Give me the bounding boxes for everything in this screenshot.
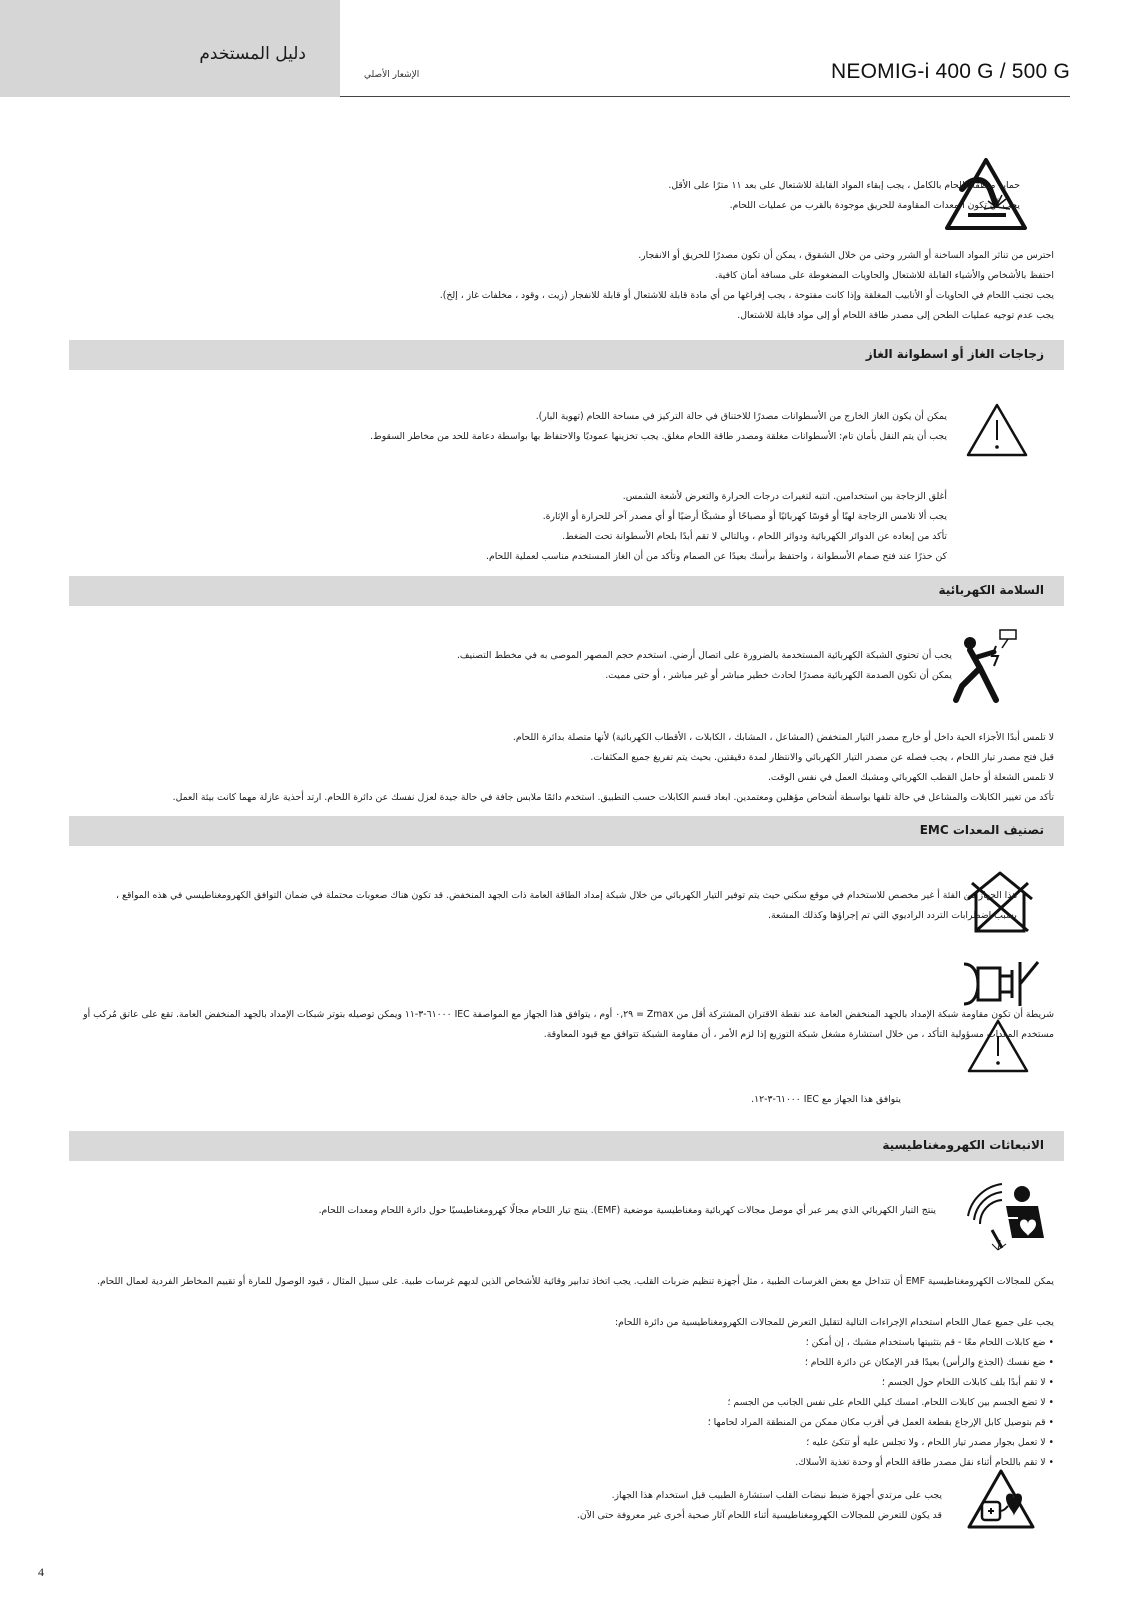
section-band-electrical — [69, 576, 1064, 606]
text-paragraph: ينتج التيار الكهربائي الذي يمر عبر أي موصل مجالات كهربائية ومغناطيسية موضعية (EMF). ينتج تيار اللحام مجالًا كهرومغناطيسيًا حول دائرة اللحام ومعدات اللحام. — [318, 1205, 936, 1216]
fire-block-2 — [440, 246, 1054, 326]
list-intro: يجب على جميع عمال اللحام استخدام الإجراءات التالية لتقليل التعرض للمجالات الكهرومغناطيسية من دائرة اللحام: — [614, 1317, 1054, 1328]
user-guide-title: دليل المستخدم — [199, 44, 306, 64]
text-paragraph: هذا الجهاز من الفئة أ غير مخصص للاستخدام في موقع سكني حيث يتم توفير التيار الكهربائي من خلال شبكة إمداد الطاقة العامة ذات الجهد المنخفض. قد تكون هناك صعوبات محتملة في ضمان التوافق الكهرومغناطيسي في هذه المواقع ، بسبب اضطرابات التردد الراديوي التي تم إجراؤها وكذلك المشعة. — [116, 890, 1017, 921]
emc-paragraph-3 — [751, 1090, 901, 1110]
text-line: يجب أن تكون المعدات المقاومة للحريق موجودة بالقرب من عمليات اللحام. — [729, 200, 1020, 211]
emf-hazard-icon — [962, 1178, 1048, 1256]
electric-shock-icon — [950, 628, 1030, 704]
text-line: يمكن أن تكون الصدمة الكهربائية مصدرًا لحادث خطير مباشر أو غير مباشر ، أو حتى مميت. — [605, 670, 952, 681]
pacemaker-warning-icon — [966, 1468, 1036, 1530]
text-line: يجب أن تحتوي الشبكة الكهربائية المستخدمة بالضرورة على اتصال أرضي. استخدم حجم المصهر الموصى به في مخطط التصنيف. — [456, 650, 952, 661]
text-line: احترس من تناثر المواد الساخنة أو الشرر وحتى من خلال الشقوق ، يمكن أن تكون مصدرًا للحريق أو الانفجار. — [638, 250, 1054, 261]
list-item: • قم بتوصيل كابل الإرجاع بقطعة العمل في أقرب مكان ممكن من المنطقة المراد لحامها ؛ — [707, 1417, 1054, 1428]
emf-measures-list — [615, 1313, 1054, 1473]
list-item: • لا تقم أبدًا بلف كابلات اللحام حول الجسم ؛ — [881, 1377, 1054, 1388]
emc-paragraph-2 — [69, 1005, 1054, 1045]
list-item: • ضع نفسك (الجذع والرأس) بعيدًا قدر الإمكان عن دائرة اللحام ؛ — [804, 1357, 1054, 1368]
section-band-gas — [69, 340, 1064, 370]
section-title: السلامة الكهربائية — [938, 583, 1044, 597]
section-title: زجاجات الغاز أو اسطوانة الغاز — [865, 347, 1044, 361]
text-line: يجب تجنب اللحام في الحاويات أو الأنابيب المغلقة وإذا كانت مفتوحة ، يجب إفراغها من أي مادة قابلة للاشتعال أو قابلة للانفجار (زيت ، وقود ، مخلفات غاز ، إلخ). — [439, 290, 1054, 301]
text-line: قد يكون للتعرض للمجالات الكهرومغناطيسية أثناء اللحام آثار صحية أخرى غير معروفة حتى الآن. — [576, 1510, 942, 1521]
section-title: الانبعاثات الكهرومغناطيسية — [882, 1138, 1044, 1152]
header-box — [0, 0, 340, 97]
text-line: قبل فتح مصدر تيار اللحام ، يجب فصله عن مصدر التيار الكهربائي والانتظار لمدة دقيقتين. بحيث يتم تفريغ جميع المكثفات. — [590, 752, 1054, 763]
text-line: يجب على مرتدي أجهزة ضبط نبضات القلب استشارة الطبيب قبل استخدام هذا الجهاز. — [611, 1490, 942, 1501]
text-line: حماية منطقة اللحام بالكامل ، يجب إبقاء المواد القابلة للاشتعال على بعد ١١ مترًا على الأقل. — [668, 180, 1020, 191]
fire-block-1 — [668, 176, 1020, 216]
list-item: • لا تضع الجسم بين كابلات اللحام. امسك كبلي اللحام على نفس الجانب من الجسم ؛ — [727, 1397, 1054, 1408]
text-line: احتفظ بالأشخاص والأشياء القابلة للاشتعال والحاويات المضغوطة على مسافة أمان كافية. — [714, 270, 1054, 281]
list-item: • ضع كابلات اللحام معًا - قم بتثبيتها باستخدام مشبك ، إن أمكن ؛ — [805, 1337, 1054, 1348]
list-item: • لا تقم باللحام أثناء نقل مصدر طاقة اللحام أو وحدة تغذية الأسلاك. — [795, 1457, 1054, 1468]
text-line: تأكد من تغيير الكابلات والمشاعل في حالة تلفها بواسطة أشخاص مؤهلين ومعتمدين. ابعاد قسم الكابلات حسب التطبيق. استخدم دائمًا ملابس جافة في حالة جيدة لعزل نفسك عن دائرة اللحام. ارتد أحذية عازلة مهما كانت بيئة العمل. — [172, 792, 1054, 803]
text-paragraph: شريطة أن تكون مقاومة شبكة الإمداد بالجهد المنخفض العامة عند نقطة الاقتران المشتركة أقل من Zmax = ٠,٢٩ أوم ، يتوافق هذا الجهاز مع المواصفة IEC ٦١٠٠٠-٣-١١ ويمكن توصيله بتوتر شبكات الإمداد بالجهد المنخفض العامة. تقع على عاتق مُركب أو مستخدم المعدات مسؤولية التأكد ، من خلال استشارة مشغل شبكة التوزيع إذا لزم الأمر ، أن مقاومة الشبكة تتوافق مع قيود المعاوقة. — [83, 1009, 1054, 1040]
original-notice: الإشعار الأصلي — [364, 70, 420, 80]
text-line: يجب عدم توجيه عمليات الطحن إلى مصدر طاقة اللحام أو إلى مواد قابلة للاشتعال. — [737, 310, 1054, 321]
emf-warning — [97, 1272, 1054, 1292]
gas-block-1 — [370, 407, 947, 447]
section-band-emc — [69, 816, 1064, 846]
text-line: يجب أن يتم النقل بأمان تام: الأسطوانات مغلقة ومصدر طاقة اللحام مغلق. يجب تخزينها عموديًا والاحتفاظ بها بواسطة دعامة للحد من مخاطر السقوط. — [370, 431, 947, 442]
header-rule — [340, 96, 1070, 97]
text-line: أغلق الزجاجة بين استخدامين. انتبه لتغيرات درجات الحرارة والتعرض لأشعة الشمس. — [622, 491, 947, 502]
text-line: تأكد من إبعاده عن الدوائر الكهربائية ودوائر اللحام ، وبالتالي لا تقم أبدًا بلحام الأسطوانة تحت الضغط. — [562, 531, 947, 542]
text-line: يمكن أن يكون الغاز الخارج من الأسطوانات مصدرًا للاختناق في حالة التركيز في مساحة اللحام (تهوية البار). — [535, 411, 947, 422]
text-line: لا تلمس أبدًا الأجزاء الحية داخل أو خارج مصدر التيار المنخفض (المشاعل ، المشابك ، الكابلات ، الأقطاب الكهربائية) لأنها متصلة بدائرة اللحام. — [512, 732, 1054, 743]
section-title: تصنيف المعدات EMC — [919, 823, 1044, 837]
list-item: • لا تعمل بجوار مصدر تيار اللحام ، ولا تجلس عليه أو تتكئ عليه ؛ — [806, 1437, 1054, 1448]
electric-block-2 — [173, 728, 1054, 808]
emf-intro — [319, 1201, 936, 1221]
text-paragraph: يمكن للمجالات الكهرومغناطيسية EMF أن تتداخل مع بعض الغرسات الطبية ، مثل أجهزة تنظيم ضربات القلب. يجب اتخاذ تدابير وقائية للأشخاص الذين لديهم غرسات طبية. على سبيل المثال ، قيود الوصول للمارة أو تقييم المخاطر الفردية لعمال اللحام. — [96, 1276, 1054, 1287]
emc-paragraph-1 — [97, 886, 1017, 926]
plug-icon — [960, 958, 1040, 1010]
gas-block-2 — [486, 487, 947, 567]
text-line: لا تلمس الشعلة أو حامل القطب الكهربائي ومشبك العمل في نفس الوقت. — [767, 772, 1054, 783]
text-line: يجب ألا تلامس الزجاجة لهبًا أو قوسًا كهربائيًا أو مصباحًا أو مشبكًا أرضيًا أو أي مصدر آخر للحرارة أو الإثارة. — [542, 511, 947, 522]
warning-triangle-icon — [965, 402, 1029, 458]
text-paragraph: يتوافق هذا الجهاز مع IEC ٦١٠٠٠-٣-١٢. — [751, 1094, 901, 1105]
section-band-emf — [69, 1131, 1064, 1161]
model-title: NEOMIG-i 400 G / 500 G — [831, 60, 1070, 83]
electric-block-1 — [457, 646, 952, 686]
pacemaker-block — [577, 1486, 942, 1526]
text-line: كن حذرًا عند فتح صمام الأسطوانة ، واحتفظ برأسك بعيدًا عن الصمام وتأكد من أن الغاز المستخدم مناسب لعملية اللحام. — [485, 551, 947, 562]
page-number: 4 — [38, 1565, 44, 1579]
